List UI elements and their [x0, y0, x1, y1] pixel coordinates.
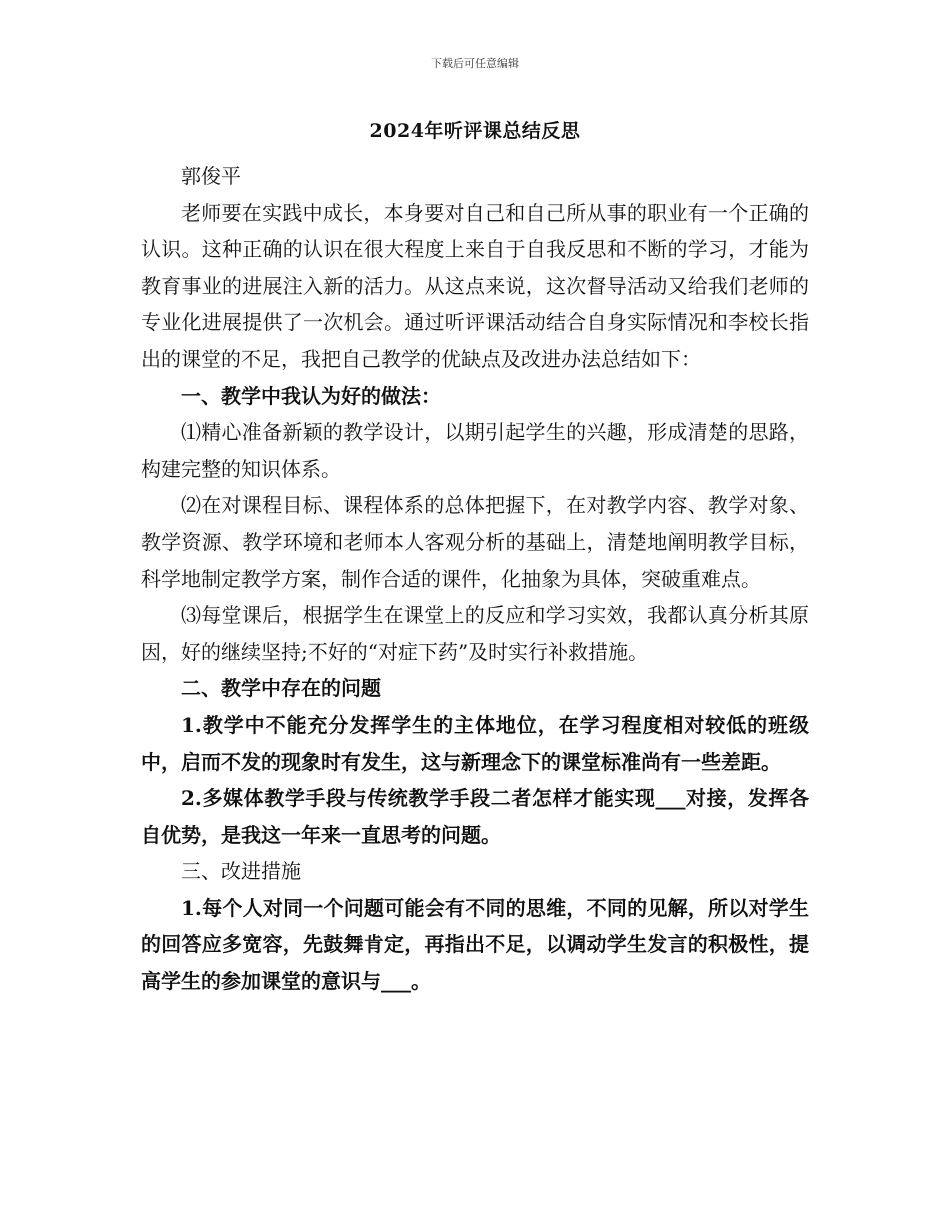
section-heading-problems: 二、教学中存在的问题	[181, 676, 381, 701]
document-title: 2024年听评课总结反思	[369, 120, 581, 142]
problem-item: 1.教学中不能充分发挥学生的主体地位，在学习程度相对较低的班级中，启而不发的现象时有发生，这与新理念下的课堂标准尚有一些差距。	[141, 712, 809, 774]
document-body	[141, 158, 809, 1000]
good-practice-item: ⑴精心准备新颖的教学设计，以期引起学生的兴趣，形成清楚的思路，构建完整的知识体系。	[141, 420, 809, 481]
good-practice-item: ⑶每堂课后，根据学生在课堂上的反应和学习实效，我都认真分析其原因，好的继续坚持;不好的“对症下药”及时实行补救措施。	[141, 603, 809, 664]
good-practice-item: ⑵在对课程目标、课程体系的总体把握下，在对教学内容、教学对象、教学资源、教学环境和老师本人客观分析的基础上，清楚地阐明教学目标，科学地制定教学方案，制作合适的课件，化抽象为具体，突破重难点。	[141, 493, 809, 591]
problem-item: 2.多媒体教学手段与传统教学手段二者怎样才能实现___对接，发挥各自优势，是我这一年来一直思考的问题。	[141, 786, 809, 847]
intro-paragraph: 老师要在实践中成长，本身要对自己和自己所从事的职业有一个正确的认识。这种正确的认识在很大程度上来自于自我反思和不断的学习，才能为教育事业的进展注入新的活力。从这点来说，这次督导活动又给我们老师的专业化进展提供了一次机会。通过听评课活动结合自身实际情况和李校长指出的课堂的不足，我把自己教学的优缺点及改进办法总结如下：	[141, 200, 809, 371]
author-line: 郭俊平	[181, 164, 241, 188]
section-heading-improvements: 三、改进措施	[181, 859, 301, 884]
header-note: 下载后可任意编辑	[431, 57, 519, 70]
improvement-item: 1.每个人对同一个问题可能会有不同的思维，不同的见解，所以对学生的回答应多宽容，先鼓舞肯定，再指出不足，以调动学生发言的积极性，提高学生的参加课堂的意识与___。	[141, 895, 809, 994]
section-heading-good-practices: 一、教学中我认为好的做法：	[181, 383, 441, 408]
